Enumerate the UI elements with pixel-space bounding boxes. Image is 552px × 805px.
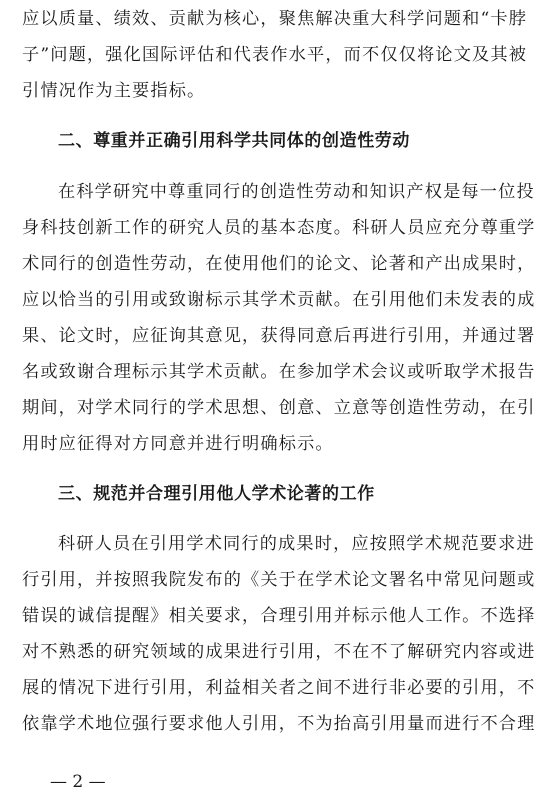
- paragraph-2-line-8: 用时应征得对方同意并进行明确标示。: [22, 434, 334, 454]
- paragraph-3-line-2: 行引用，并按照我院发布的《关于在学术论文署名中常见问题或: [22, 570, 536, 590]
- paragraph-2-line-1: 在科学研究中尊重同行的创造性劳动和知识产权是每一位投: [58, 182, 535, 202]
- paragraph-1-line-3: 引情况作为主要指标。: [22, 81, 206, 101]
- paragraph-1-line-2: 子”问题，强化国际评估和代表作水平，而不仅仅将论文及其被: [22, 45, 528, 65]
- paragraph-3-line-5: 展的情况下进行引用，利益相关者之间不进行非必要的引用，不: [22, 678, 536, 698]
- paragraph-2-line-7: 期间，对学术同行的学术思想、创意、立意等创造性劳动，在引: [22, 398, 536, 418]
- section-3-heading: 三、规范并合理引用他人学术论著的工作: [58, 484, 375, 504]
- paragraph-2-line-3: 术同行的创造性劳动，在使用他们的论文、论著和产出成果时，: [22, 254, 536, 274]
- section-2-heading: 二、尊重并正确引用科学共同体的创造性劳动: [58, 131, 410, 151]
- paragraph-2-line-2: 身科技创新工作的研究人员的基本态度。科研人员应充分尊重学: [22, 218, 536, 238]
- paragraph-3-line-1: 科研人员在引用学术同行的成果时，应按照学术规范要求进: [58, 534, 535, 554]
- paragraph-1-line-1: 应以质量、绩效、贡献为核心，聚焦解决重大科学问题和“卡脖: [22, 9, 528, 29]
- paragraph-2-line-6: 名或致谢合理标示其学术贡献。在参加学术会议或听取学术报告: [22, 362, 536, 382]
- paragraph-3-line-4: 对不熟悉的研究领域的成果进行引用，不在不了解研究内容或进: [22, 642, 536, 662]
- paragraph-2-line-5: 果、论文时，应征询其意见，获得同意后再进行引用，并通过署: [22, 326, 536, 346]
- paragraph-3-line-6: 依靠学术地位强行要求他人引用，不为抬高引用量而进行不合理: [22, 714, 536, 734]
- paragraph-3-line-3: 错误的诚信提醒》相关要求，合理引用并标示他人工作。不选择: [22, 606, 536, 626]
- paragraph-2-line-4: 应以恰当的引用或致谢标示其学术贡献。在引用他们未发表的成: [22, 290, 536, 310]
- page-number: — 2 —: [50, 772, 106, 792]
